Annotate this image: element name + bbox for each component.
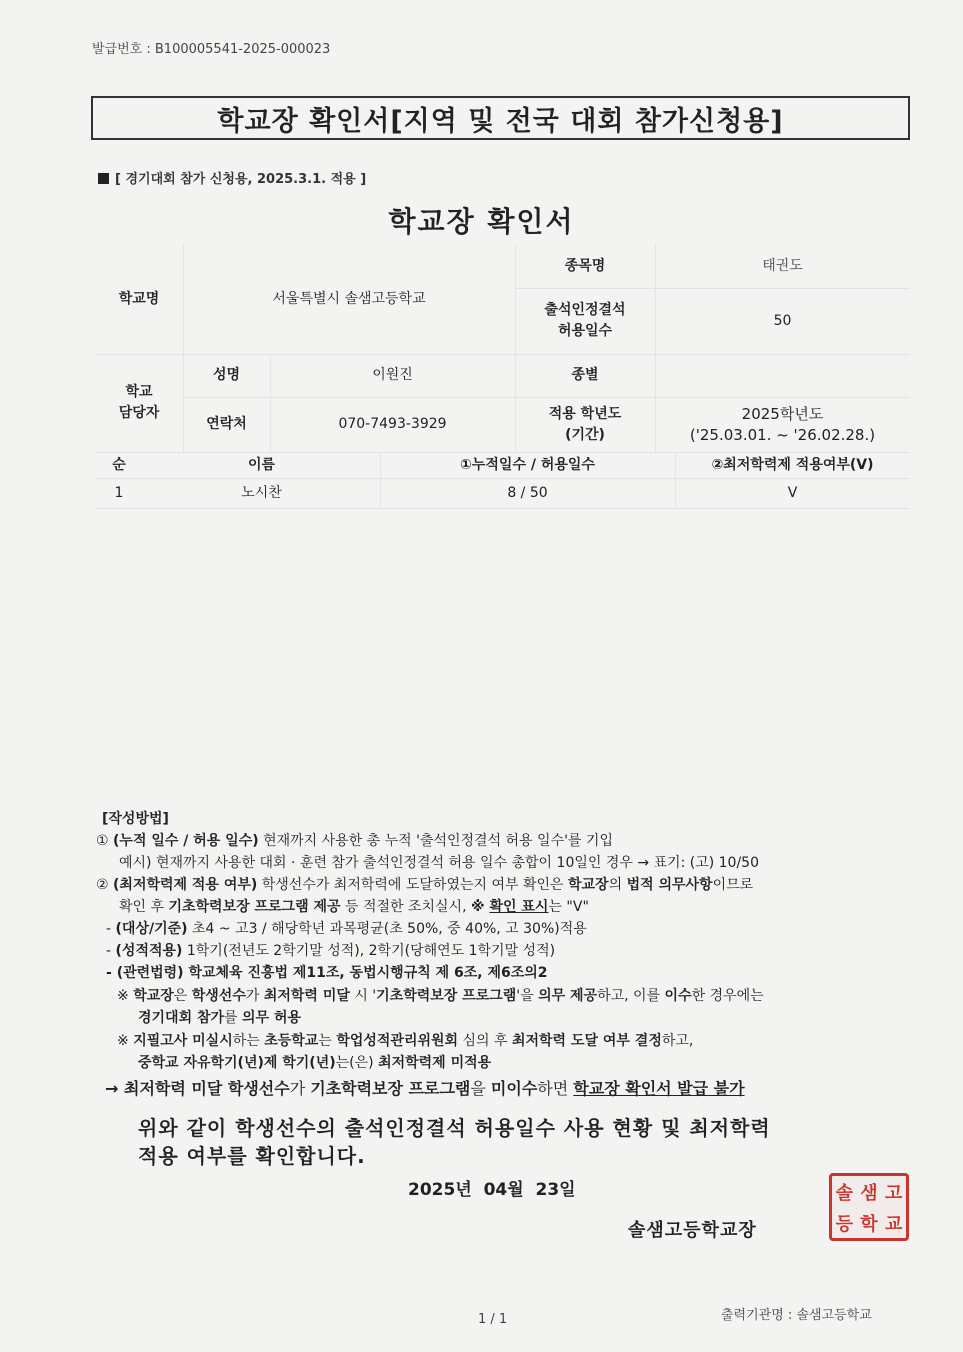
school-value: 서울특별시 솔샘고등학교 xyxy=(272,290,426,307)
school-year-label-line2: (기간) xyxy=(565,426,605,443)
school-seal xyxy=(829,1173,909,1241)
instruction-line-2: 예시) 현재까지 사용한 대회 · 훈련 참가 출석인정결석 허용 일수 총합이 10일인 경우 → 표기: (고) 10/50 xyxy=(119,855,759,871)
school-year-label-line1: 적용 학년도 xyxy=(548,405,622,422)
seal-char: 교 xyxy=(884,1213,903,1235)
instructions-title: [작성방법] xyxy=(102,811,169,827)
confirmation-line-2: 적용 여부를 확인합니다. xyxy=(138,1144,366,1168)
manager-label-line2: 담당자 xyxy=(118,405,160,421)
instruction-warning: → 최저학력 미달 학생선수가 기초학력보장 프로그램을 미이수하면 학교장 확인서 발급 불가 xyxy=(105,1079,745,1098)
instruction-line-5: - (대상/기준) 초4 ~ 고3 / 해당학년 과목평균(초 50%, 중 40%, 고 30%)적용 xyxy=(106,921,587,937)
instruction-line-8: ※ 학교장은 학생선수가 최저학력 미달 시 '기초학력보장 프로그램'을 의무 제공하고, 이를 이수한 경우에는 xyxy=(117,988,764,1004)
allowed-days-value: 50 xyxy=(773,312,792,329)
seal-char: 등 xyxy=(835,1213,854,1235)
allowed-days-label-line2: 허용일수 xyxy=(557,323,613,339)
issue-number: 발급번호 : B100005541-2025-000023 xyxy=(92,42,331,57)
seal-char: 솔 xyxy=(835,1182,854,1204)
school-year-label xyxy=(515,397,655,452)
issue-date: 2025년 04월 23일 xyxy=(408,1180,576,1200)
school-year-value-line2: ('25.03.01. ~ '26.02.28.) xyxy=(689,425,876,444)
seal-char: 고 xyxy=(884,1182,903,1204)
instruction-line-3: ② (최저학력제 적용 여부) 학생선수가 최저학력에 도달하였는지 여부 확인은 학교장의 법적 의무사항이므로 xyxy=(96,877,754,893)
info-table xyxy=(95,244,910,452)
usage-note xyxy=(98,168,366,187)
document-title: 학교장 확인서 xyxy=(388,205,575,238)
table-header-no: 순 xyxy=(112,456,126,473)
instruction-line-9: 경기대회 참가를 의무 허용 xyxy=(138,1010,301,1026)
instruction-line-6: - (성적적용) 1학기(전년도 2학기말 성적), 2학기(당해연도 1학기말 성적) xyxy=(106,943,556,959)
school-label: 학교명 xyxy=(118,290,160,307)
allowed-days-label xyxy=(515,288,655,354)
category-value xyxy=(655,354,910,397)
row-no: 1 xyxy=(114,484,124,501)
instruction-line-7: - (관련법령) 학교체육 진흥법 제11조, 동법시행규칙 제 6조, 제6조의2 xyxy=(106,965,548,981)
signer: 솔샘고등학교장 xyxy=(628,1220,757,1241)
instruction-line-4: 확인 후 기초학력보장 프로그램 제공 등 적절한 조치실시, ※ 확인 표시는 "V" xyxy=(119,899,589,915)
table-header-min-academic: ②최저학력제 적용여부(V) xyxy=(711,456,874,473)
contact-label: 연락처 xyxy=(206,416,247,432)
confirmation-line-1: 위와 같이 학생선수의 출석인정결석 허용일수 사용 현황 및 최저학력 xyxy=(138,1116,771,1140)
category-label: 종별 xyxy=(571,367,599,383)
instruction-line-11: 중학교 자유학기(년)제 학기(년)는(은) 최저학력제 미적용 xyxy=(138,1055,492,1071)
seal-char: 샘 xyxy=(860,1182,878,1204)
header-title: 학교장 확인서[지역 및 전국 대회 참가신청용] xyxy=(91,96,910,140)
row-days: 8 / 50 xyxy=(507,484,548,501)
row-name: 노시찬 xyxy=(241,484,282,501)
school-year-value xyxy=(655,397,910,452)
row-applied: V xyxy=(787,484,798,501)
page-number: 1 / 1 xyxy=(478,1312,508,1327)
students-table xyxy=(95,452,910,508)
school-year-value-line1: 2025학년도 xyxy=(741,404,824,423)
table-header-days: ①누적일수 / 허용일수 xyxy=(460,456,595,473)
manager-name-value: 이원진 xyxy=(372,367,413,383)
instruction-line-10: ※ 지필고사 미실시하는 초등학교는 학업성적관리위원회 심의 후 최저학력 도달 여부 결정하고, xyxy=(117,1033,694,1049)
event-label: 종목명 xyxy=(564,257,606,274)
manager-label-line1: 학교 xyxy=(125,384,153,400)
printed-by: 출력기관명 : 솔샘고등학교 xyxy=(721,1308,872,1323)
manager-name-label: 성명 xyxy=(212,367,241,383)
square-bullet-icon xyxy=(98,173,109,184)
table-header-name: 이름 xyxy=(247,456,276,473)
allowed-days-label-line1: 출석인정결석 xyxy=(544,302,626,318)
contact-value: 070-7493-3929 xyxy=(338,416,447,432)
seal-char: 학 xyxy=(860,1213,878,1235)
event-value: 태권도 xyxy=(762,257,803,274)
manager-label xyxy=(95,354,183,452)
instruction-line-1: ① (누적 일수 / 허용 일수) 현재까지 사용한 총 누적 '출석인정결석 허용 일수'를 기입 xyxy=(96,833,613,849)
usage-note-text: [ 경기대회 참가 신청용, 2025.3.1. 적용 ] xyxy=(115,172,367,187)
